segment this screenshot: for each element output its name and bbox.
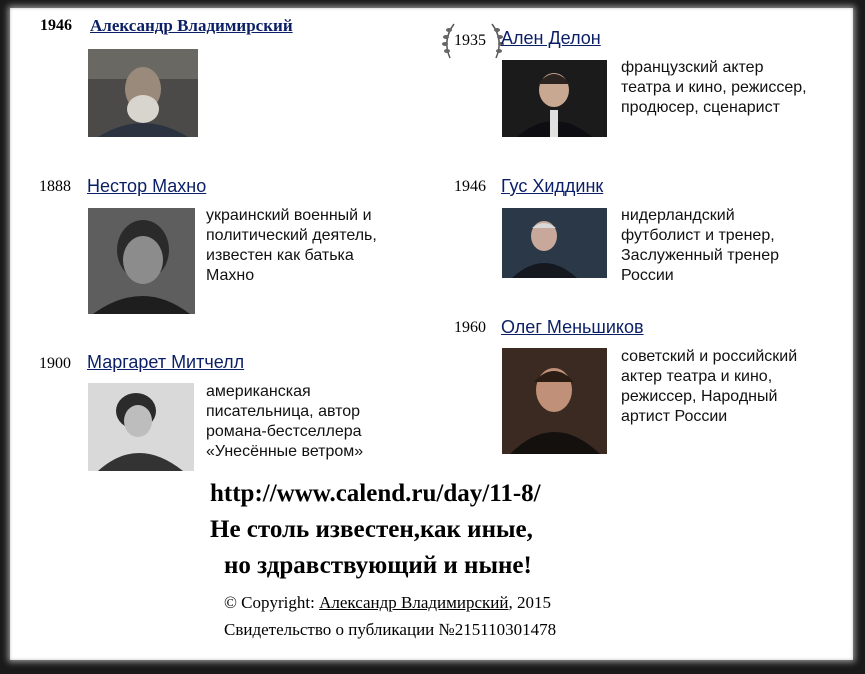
person-photo bbox=[88, 49, 198, 137]
copyright-year: , 2015 bbox=[508, 593, 552, 612]
person-description: французский актер театра и кино, режиссер, продюсер, сценарист bbox=[621, 59, 807, 116]
person-link-delon[interactable]: Ален Делон bbox=[501, 28, 601, 48]
person-link-hiddink[interactable]: Гус Хиддинк bbox=[501, 176, 604, 196]
page-frame bbox=[10, 8, 853, 660]
person-link-menshikov[interactable]: Олег Меньшиков bbox=[501, 317, 644, 337]
person-link-vladimirsky[interactable]: Александр Владимирский bbox=[90, 16, 293, 35]
person-description: советский и российский актер театра и кино, режиссер, Народный артист России bbox=[621, 348, 798, 425]
person-description: нидерландский футболист и тренер, Заслуженный тренер России bbox=[621, 207, 779, 284]
birth-year: 1888 bbox=[39, 178, 71, 195]
person-photo bbox=[502, 348, 607, 454]
tagline-line-1: Не столь известен,как иные, bbox=[210, 516, 533, 543]
person-description: украинский военный и политический деятель, известен как батька Махно bbox=[206, 207, 377, 284]
publication-certificate: Свидетельство о публикации №215110301478 bbox=[224, 620, 557, 639]
birth-year: 1946 bbox=[454, 178, 486, 195]
person-link-mitchell[interactable]: Маргарет Митчелл bbox=[87, 352, 245, 372]
birth-year: 1946 bbox=[40, 17, 72, 34]
person-photo bbox=[88, 383, 194, 471]
birth-year: 1960 bbox=[454, 319, 486, 336]
copyright-prefix: © Copyright: bbox=[224, 593, 320, 612]
person-photo bbox=[502, 60, 607, 137]
person-photo bbox=[502, 208, 607, 278]
copyright-author-link[interactable]: Александр Владимирский bbox=[319, 593, 509, 612]
birth-year: 1935 bbox=[454, 32, 486, 49]
person-link-makhno[interactable]: Нестор Махно bbox=[87, 176, 207, 196]
source-url: http://www.calend.ru/day/11-8/ bbox=[210, 480, 541, 507]
tagline-line-2: но здравствующий и ныне! bbox=[224, 552, 532, 579]
copyright-line bbox=[224, 593, 551, 613]
person-description: американская писательница, автор романа-бестселлера «Унесённые ветром» bbox=[206, 383, 364, 460]
birth-year: 1900 bbox=[39, 355, 71, 372]
person-photo bbox=[88, 208, 195, 314]
